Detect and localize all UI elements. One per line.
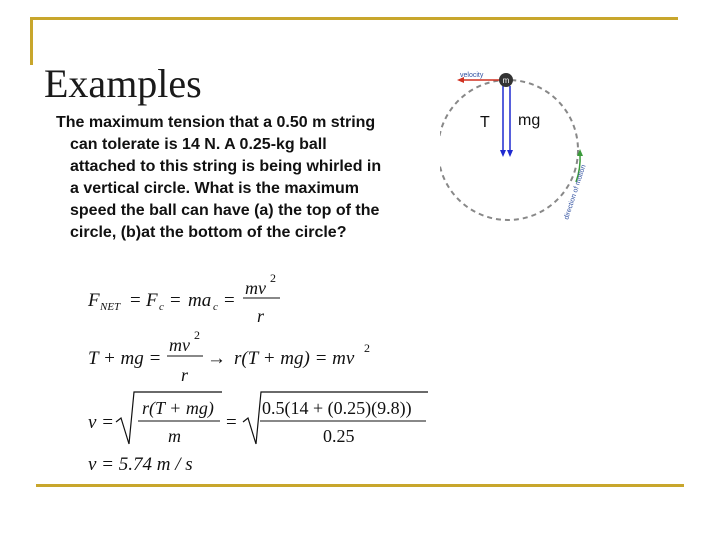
eq1-equals-3: = xyxy=(224,290,235,311)
equation-tension xyxy=(88,328,370,385)
eq2-denominator: r xyxy=(181,365,189,385)
eq2-rhs-exponent: 2 xyxy=(364,341,370,355)
eq2-lhs: T + mg = xyxy=(88,348,162,369)
eq1-c-sub-2: c xyxy=(213,301,218,313)
ball-label: m xyxy=(502,76,510,85)
velocity-label: velocity xyxy=(460,72,484,79)
eq2-numerator: mv xyxy=(169,335,190,355)
eq1-mac: ma xyxy=(188,290,212,311)
eq2-arrow: → xyxy=(207,348,226,369)
eq1-denominator: r xyxy=(257,306,265,326)
eq3-denominator-1: m xyxy=(168,426,181,446)
eq1-exponent: 2 xyxy=(270,271,276,285)
slide-title: Examples xyxy=(44,61,202,106)
eq2-rhs: r(T + mg) = mv xyxy=(234,348,355,369)
eq3-v: v = xyxy=(88,412,115,433)
eq2-exponent: 2 xyxy=(194,328,200,342)
eq4-result: v = 5.74 m / s xyxy=(88,454,193,475)
eq1-Fc: F xyxy=(146,290,158,311)
eq1-numerator: mv xyxy=(245,278,266,298)
weight-label: mg xyxy=(518,112,541,129)
problem-statement: The maximum tension that a 0.50 m string can tolerate is 14 N. A 0.25-kg ball attached to this string is being whirled in a vertical circle. What is the maximum speed the ball can have (a) the top of the circle, (b)at the bottom of the circle? xyxy=(56,114,382,241)
eq3-equals: = xyxy=(226,412,237,433)
eq3-denominator-2: 0.25 xyxy=(323,426,355,446)
tension-label: T xyxy=(480,114,490,131)
eq3-numerator-2: 0.5(14 + (0.25)(9.8)) xyxy=(262,398,412,418)
eq1-equals-2: = xyxy=(170,290,181,311)
eq1-equals: = xyxy=(130,290,141,311)
equation-net-force xyxy=(87,271,280,326)
eq3-numerator-1: r(T + mg) xyxy=(142,398,214,418)
eq1-F: F xyxy=(88,290,100,311)
equation-result xyxy=(88,454,193,475)
eq1-net-sub: NET xyxy=(100,301,121,313)
eq1-c-sub: c xyxy=(159,301,164,313)
equation-velocity xyxy=(88,392,428,446)
direction-label: direction of motion xyxy=(563,164,588,221)
